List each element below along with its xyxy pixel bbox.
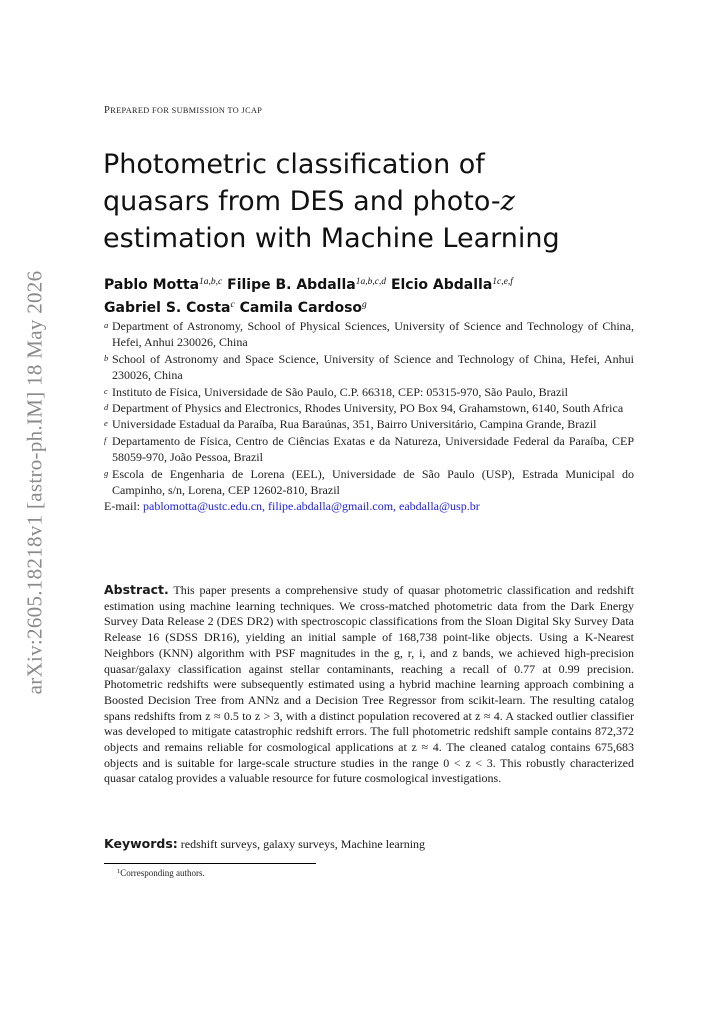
- author-list: [104, 272, 664, 318]
- arxiv-identifier-text: arXiv:2605.18218v1 [astro-ph.IM] 18 May 2026: [22, 270, 47, 694]
- title-variable: z: [500, 186, 515, 217]
- abstract-heading: Abstract.: [104, 582, 169, 597]
- affiliation-text: Instituto de Física, Universidade de São Paulo, C.P. 66318, CEP: 05315-970, São Paulo, Brazil: [112, 384, 568, 399]
- affiliation: [104, 466, 634, 499]
- author-affil-mark: 1a,b,c: [199, 277, 223, 287]
- author-line-2: [104, 295, 664, 318]
- keywords: [104, 836, 634, 852]
- affiliation-mark: e: [104, 418, 108, 429]
- author-name: Pablo Motta: [104, 277, 200, 293]
- affiliation-mark: b: [104, 352, 109, 363]
- submission-note: PREPARED FOR SUBMISSION TO JCAP: [104, 105, 263, 116]
- paper-title: [103, 146, 663, 257]
- email-links[interactable]: pablomotta@ustc.edu.cn, filipe.abdalla@gmail.com, eabdalla@usp.br: [143, 499, 480, 514]
- affiliation-mark: a: [104, 320, 109, 330]
- affiliation: [104, 351, 634, 384]
- affiliation: [104, 384, 634, 400]
- affiliation-mark: d: [104, 402, 109, 413]
- affiliation: [104, 318, 634, 351]
- affiliation-text: Department of Physics and Electronics, Rhodes University, PO Box 94, Grahamstown, 6140, South Africa: [112, 401, 624, 416]
- author-affil-mark: 1c,e,f: [492, 277, 513, 287]
- affiliation-text: Escola de Engenharia de Lorena (EEL), Universidade de São Paulo (USP), Estrada Municipal do Campinho, s/n, Lorena, CEP 12602-810, Brazil: [112, 466, 634, 498]
- affiliation: [104, 433, 634, 466]
- abstract-text: This paper presents a comprehensive study of quasar photometric classification and redshift estimation using machine learning techniques. We cross-matched photometric data from the Dark Energy Survey Data Release 2 (DES DR2) with spectroscopic classifications from the Sloan Digital Sky Survey Data Release 16 (SDSS DR16), yielding an initial sample of 168,738 point-like objects. Using a K-Nearest Neighbors (KNN) algorithm with PSF magnitudes in the g, r, i, and z bands, we achieved high-precision quasar/galaxy classification against stellar contaminants, reaching a recall of 0.77 at 0.99 precision. Photometric redshifts were subsequently estimated using a hybrid machine learning approach combining a Boosted Decision Tree from ANNz and a Decision Tree Regressor from scikit-learn. The resulting catalog spans redshifts from z ≈ 0.5 to z > 3, with a distinct population recovered at z ≈ 4. A stacked outlier classifier was developed to mitigate catastrophic redshift errors. The full photometric redshift sample contains 872,372 objects and remains reliable for cosmological applications at z ≈ 4. The cleaned catalog contains 675,683 objects and is suitable for large-scale structure studies in the range 0 < z < 3. This robustly characterized quasar catalog provides a valuable resource for future cosmological investigations.: [104, 583, 634, 786]
- author-name: Filipe B. Abdalla: [227, 277, 356, 293]
- author-name: Elcio Abdalla: [390, 277, 493, 293]
- author-name: Gabriel S. Costa: [104, 300, 231, 316]
- email-label: E-mail:: [104, 499, 140, 514]
- author-line-1: [104, 272, 664, 295]
- footnote: [117, 868, 205, 878]
- abstract: [104, 582, 634, 787]
- affiliation-mark: g: [104, 467, 109, 478]
- title-line-2: quasars from DES and photo-z: [103, 186, 515, 217]
- email-line: [104, 498, 634, 514]
- affiliation-list: [104, 318, 634, 515]
- footnote-mark: 1: [117, 868, 121, 875]
- title-line-1: Photometric classification of: [103, 149, 485, 180]
- footnote-text: Corresponding authors.: [120, 868, 205, 878]
- affiliation: [104, 400, 634, 416]
- affiliation-mark: f: [104, 434, 107, 445]
- author-affil-mark: 1a,b,c,d: [355, 277, 387, 287]
- author-affil-mark: g: [362, 300, 367, 310]
- affiliation-text: Department of Astronomy, School of Physical Sciences, University of Science and Technology of China, Hefei, Anhui 230026, China: [112, 319, 634, 350]
- title-line-3: estimation with Machine Learning: [103, 223, 560, 254]
- author-name: Camila Cardoso: [239, 300, 363, 316]
- affiliation-text: Departamento de Física, Centro de Ciências Exatas e da Natureza, Universidade Federal da Paraíba, CEP 58059-970, João Pessoa, Brazil: [112, 433, 634, 465]
- keywords-text: redshift surveys, galaxy surveys, Machine learning: [180, 837, 426, 851]
- affiliation-text: Universidade Estadual da Paraíba, Rua Baraúnas, 351, Bairro Universitário, Campina Grande, Brazil: [112, 417, 597, 432]
- author-affil-mark: c: [230, 300, 235, 310]
- affiliation: [104, 416, 634, 432]
- affiliation-text: School of Astronomy and Space Science, University of Science and Technology of China, Hefei, Anhui 230026, China: [112, 351, 634, 383]
- keywords-heading: Keywords:: [104, 836, 178, 851]
- footnote-rule: [104, 863, 316, 864]
- arxiv-identifier: [18, 262, 52, 702]
- affiliation-mark: c: [104, 385, 108, 396]
